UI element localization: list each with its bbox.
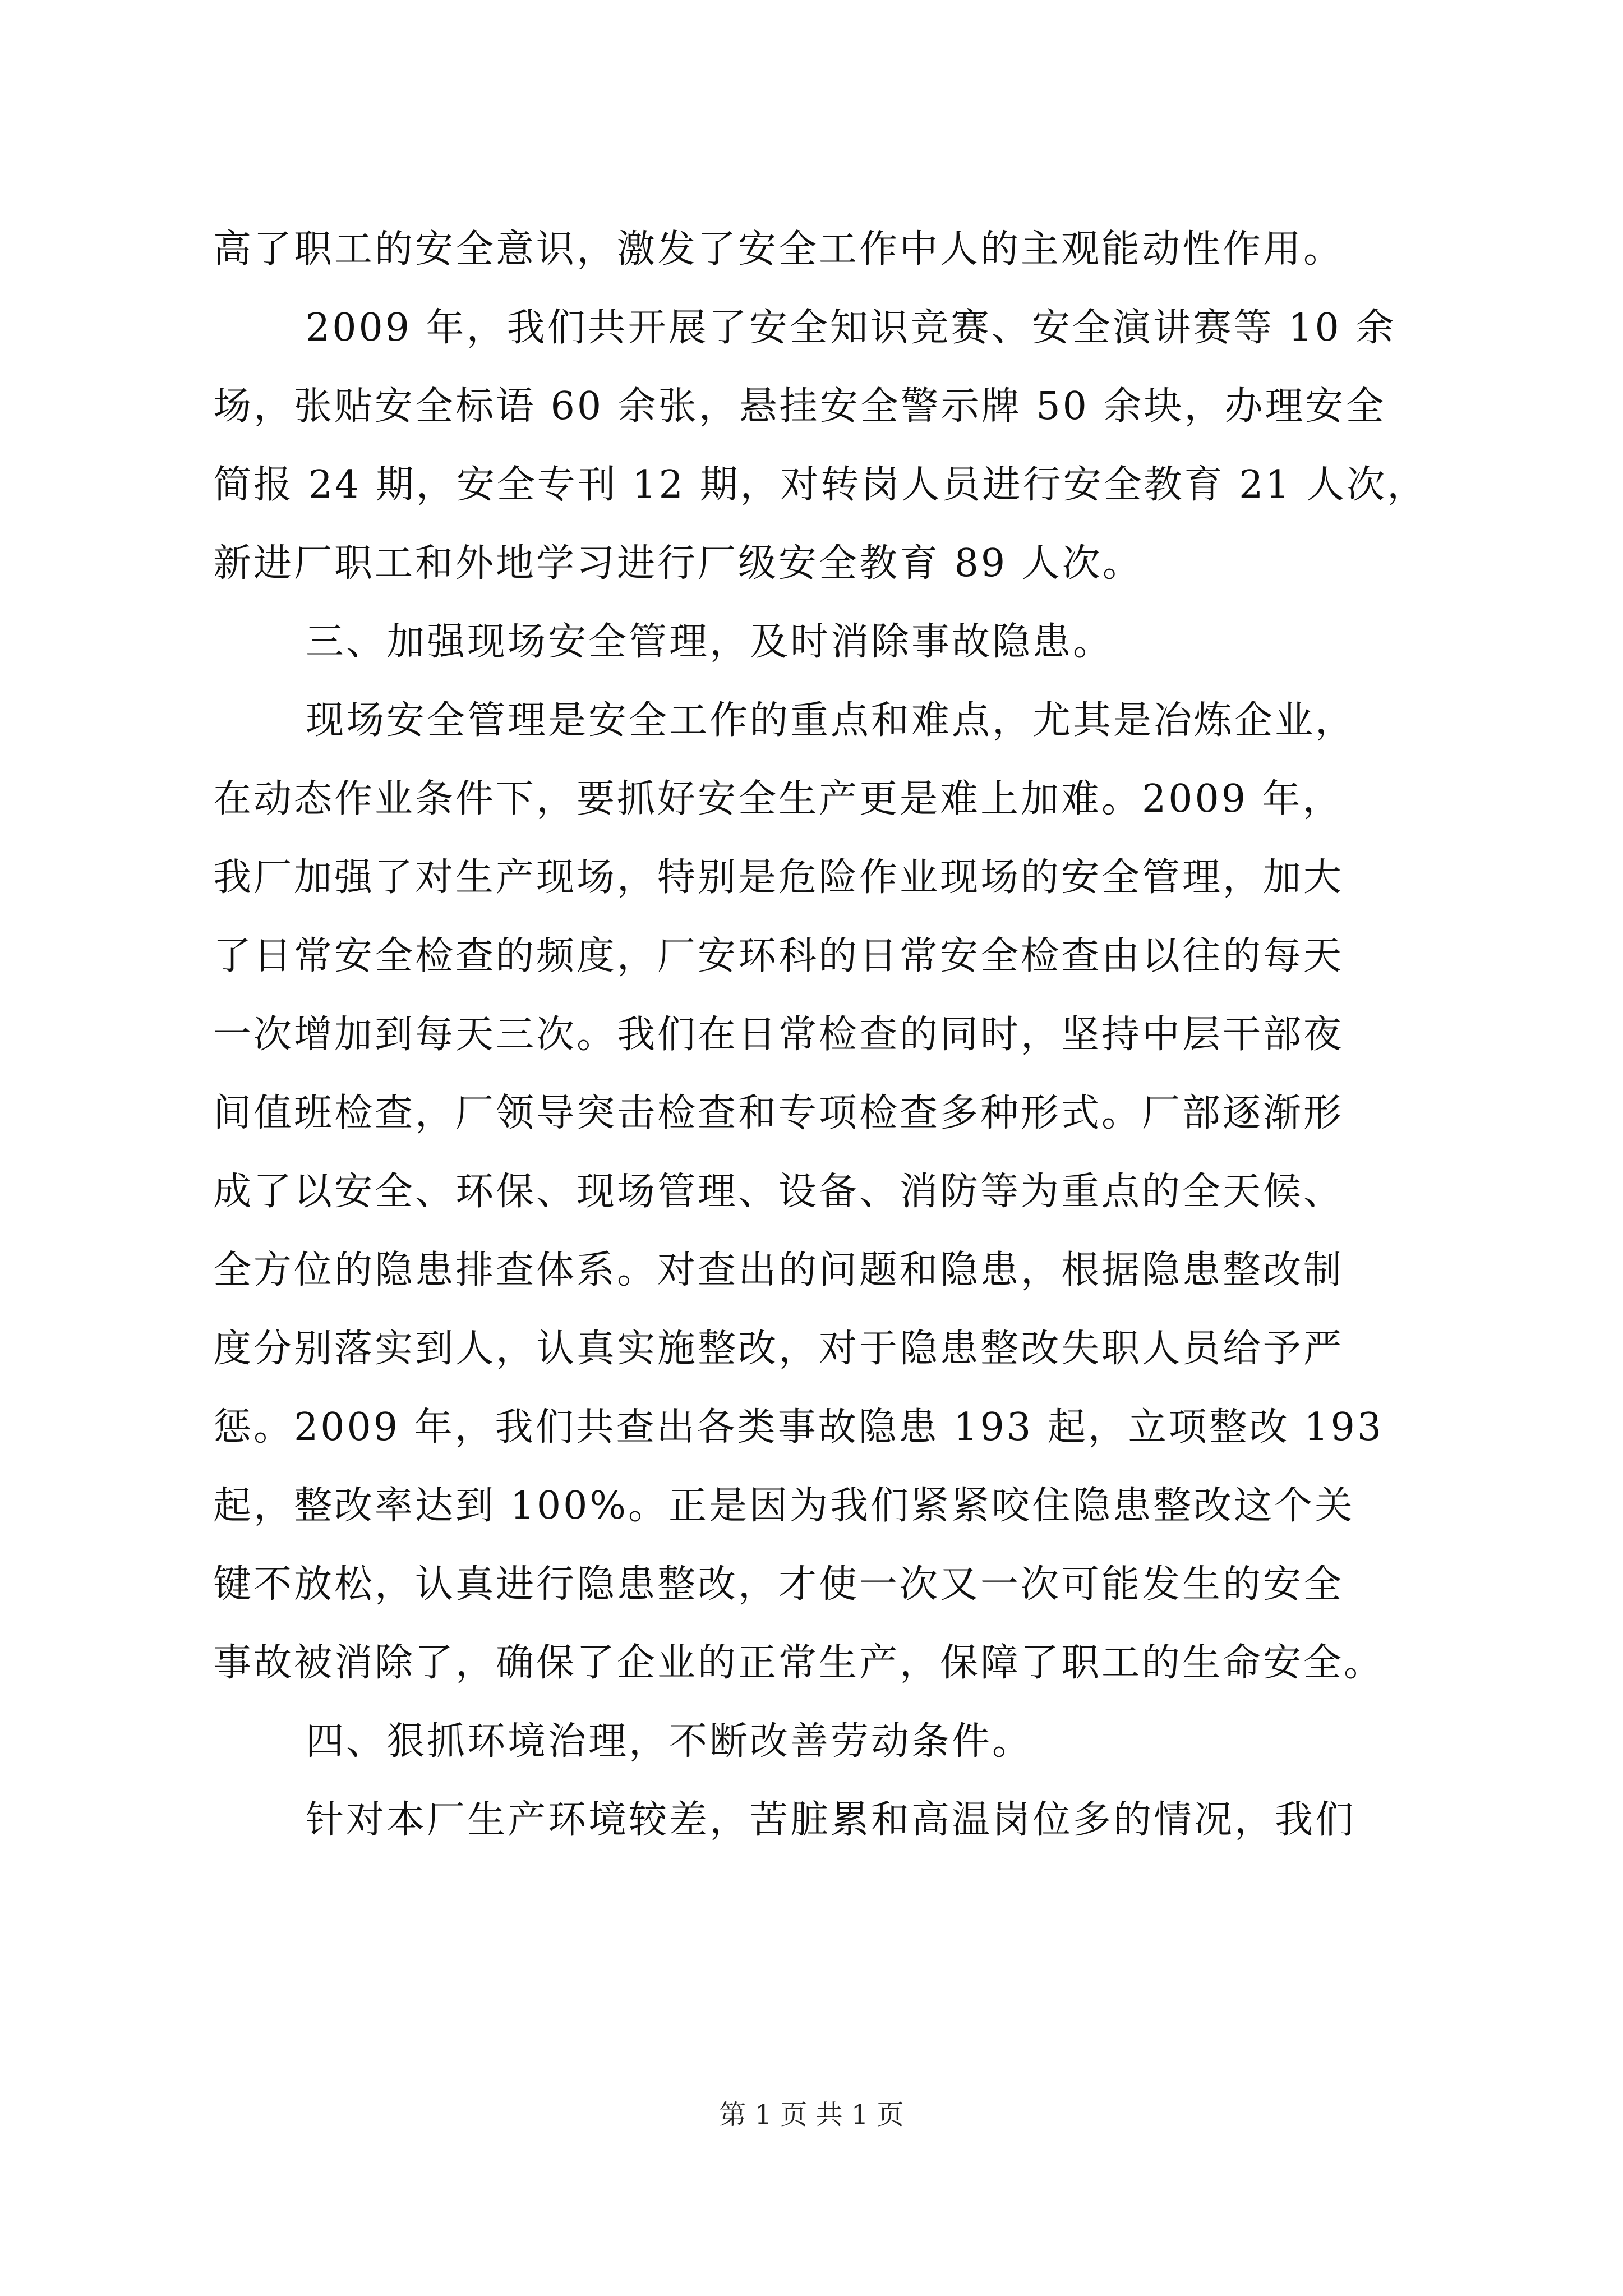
text-line: 我厂加强了对生产现场，特别是危险作业现场的安全管理，加大 — [213, 855, 1344, 900]
text-line: 键不放松，认真进行隐患整改，才使一次又一次可能发生的安全 — [213, 1562, 1344, 1607]
text-line: 了日常安全检查的频度，厂安环科的日常安全检查由以往的每天 — [213, 934, 1344, 978]
text-line: 度分别落实到人，认真实施整改，对于隐患整改失职人员给予严 — [213, 1327, 1344, 1371]
text-line: 事故被消除了，确保了企业的正常生产，保障了职工的生命安全。 — [213, 1641, 1385, 1685]
text-line: 间值班检查，厂领导突击检查和专项检查多种形式。厂部逐渐形 — [213, 1091, 1344, 1135]
text-line: 简报 24 期，安全专刊 12 期，对转岗人员进行安全教育 21 人次， — [213, 463, 1428, 507]
section-heading: 三、加强现场安全管理，及时消除事故隐患。 — [306, 620, 1114, 664]
text-line: 起，整改率达到 100%。正是因为我们紧紧咬住隐患整改这个关 — [213, 1484, 1355, 1528]
section-heading: 四、狠抓环境治理，不断改善劳动条件。 — [306, 1719, 1033, 1764]
text-line: 惩。2009 年，我们共查出各类事故隐患 193 起，立项整改 193 — [213, 1405, 1384, 1450]
text-line: 在动态作业条件下，要抓好安全生产更是难上加难。2009 年， — [213, 777, 1343, 821]
page-number-footer: 第 1 页 共 1 页 — [719, 2099, 904, 2131]
text-line: 全方位的隐患排查体系。对查出的问题和隐患，根据隐患整改制 — [213, 1248, 1344, 1292]
text-line: 现场安全管理是安全工作的重点和难点，尤其是冶炼企业， — [306, 698, 1356, 743]
text-line: 成了以安全、环保、现场管理、设备、消防等为重点的全天候、 — [213, 1170, 1344, 1214]
text-line: 2009 年，我们共开展了安全知识竞赛、安全演讲赛等 10 余 — [306, 306, 1396, 350]
text-line: 场，张贴安全标语 60 余张，悬挂安全警示牌 50 余块，办理安全 — [213, 384, 1386, 429]
text-line: 新进厂职工和外地学习进行厂级安全教育 89 人次。 — [213, 541, 1143, 586]
text-line: 针对本厂生产环境较差，苦脏累和高温岗位多的情况，我们 — [306, 1798, 1356, 1842]
text-line: 高了职工的安全意识，激发了安全工作中人的主观能动性作用。 — [213, 227, 1344, 272]
text-line: 一次增加到每天三次。我们在日常检查的同时，坚持中层干部夜 — [213, 1013, 1344, 1057]
